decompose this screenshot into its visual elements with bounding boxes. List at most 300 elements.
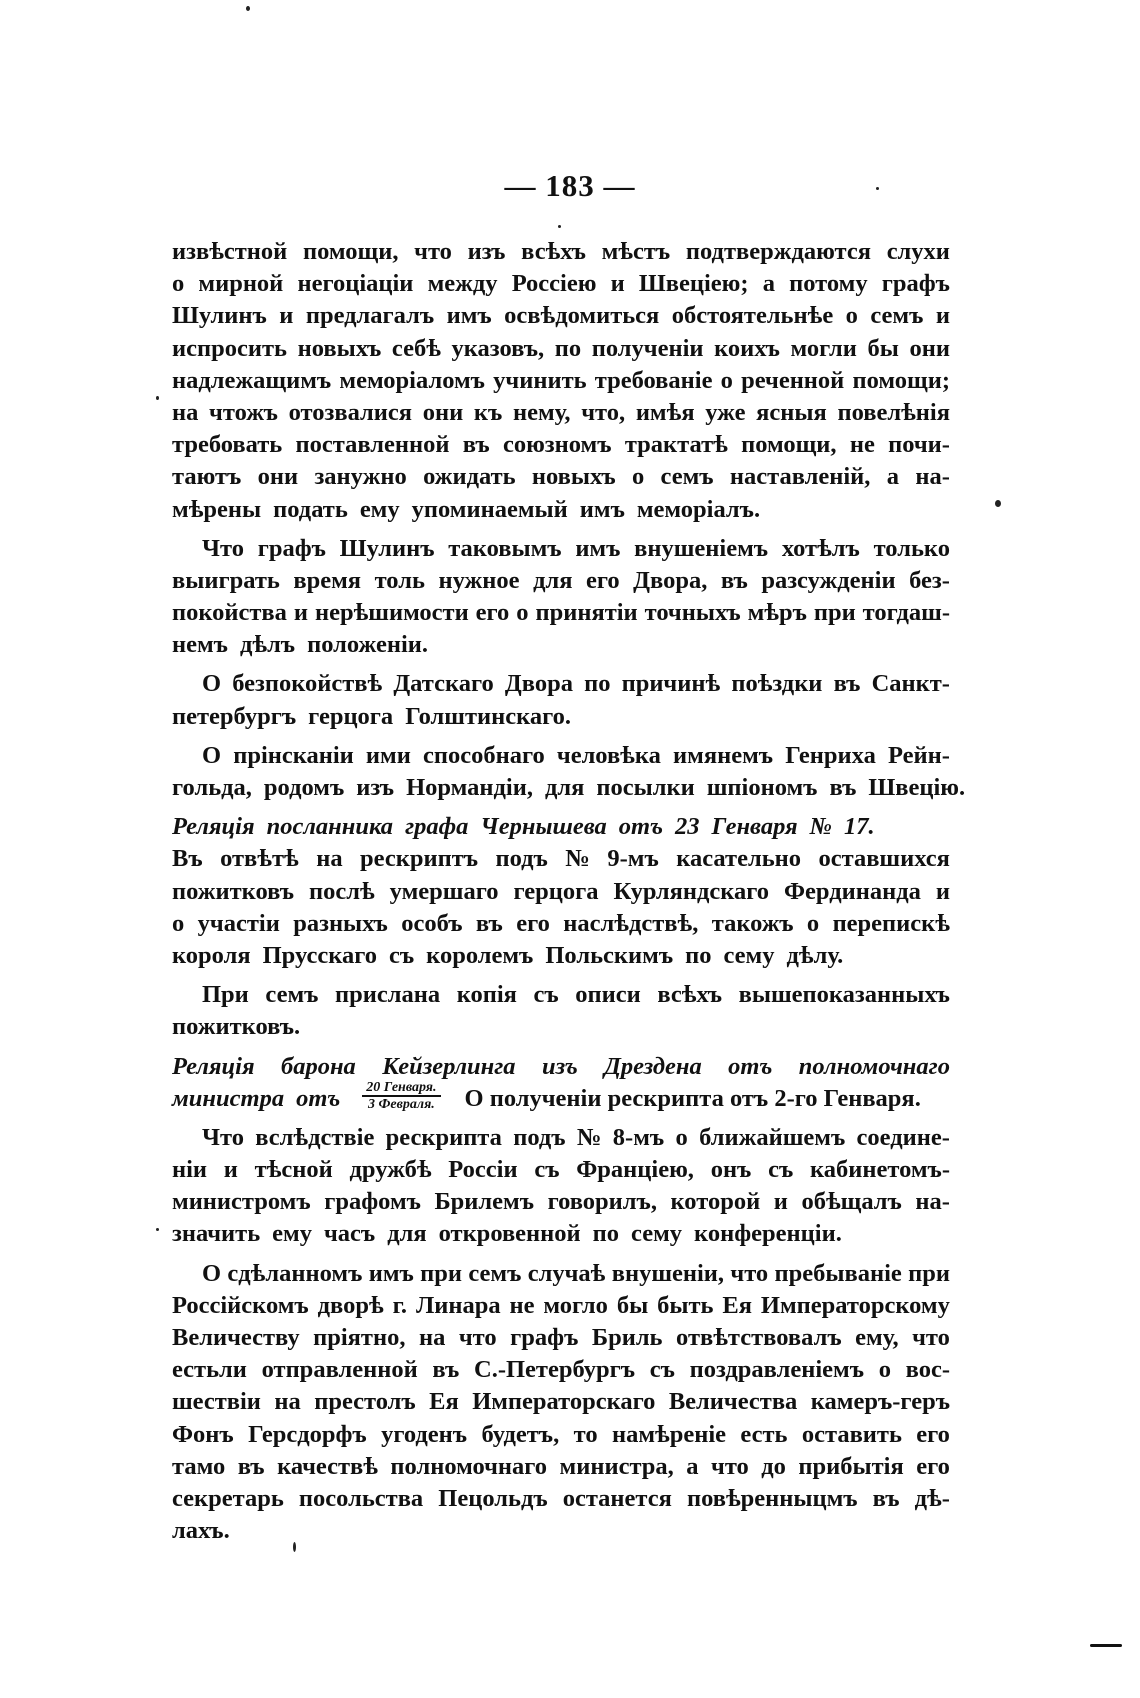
word: случаѣ: [527, 1259, 606, 1287]
word: извѣстной: [172, 238, 288, 265]
word: особъ: [401, 909, 463, 937]
word: министра: [172, 1084, 285, 1112]
word: въ: [462, 431, 490, 459]
word: будетъ,: [481, 1420, 560, 1448]
word: Россіи: [448, 1156, 518, 1184]
word: указовъ,: [451, 334, 545, 362]
word: быть: [657, 1291, 714, 1319]
word: герцога: [308, 702, 394, 730]
word: конференціи.: [694, 1220, 842, 1248]
word: слухи: [886, 238, 950, 265]
word: его: [916, 1452, 950, 1480]
word: при: [908, 1259, 950, 1287]
word: сему: [631, 1220, 683, 1248]
text-line: [172, 1186, 950, 1218]
word: не: [509, 1291, 535, 1319]
word: О: [202, 670, 222, 698]
word: помощи,: [741, 431, 837, 459]
word: Бриль: [591, 1324, 663, 1351]
word: а: [686, 1452, 699, 1480]
word: Кейзерлинга: [382, 1052, 516, 1080]
paragraph-gap: [172, 733, 950, 740]
word: имянемъ: [673, 741, 774, 769]
word: участіи: [197, 909, 280, 937]
word: упоминаемый: [411, 495, 568, 523]
word: посылки: [596, 774, 695, 801]
word: ему,: [855, 1324, 899, 1351]
word: Польскимъ: [545, 941, 674, 969]
word: о: [172, 270, 185, 298]
word: и: [935, 877, 950, 905]
word: на: [274, 1388, 301, 1416]
word: петербургъ: [172, 702, 297, 730]
word: обѣщалъ: [801, 1188, 902, 1216]
word: въ: [829, 774, 857, 801]
word: №: [576, 1123, 602, 1151]
word: отъ: [728, 1052, 773, 1080]
word: вышепоказанныхъ: [738, 981, 950, 1009]
word: дворѣ: [317, 1291, 384, 1319]
word: гольда,: [172, 774, 252, 801]
word: на: [316, 845, 343, 873]
word: Императорскаго: [472, 1388, 656, 1416]
word: сдѣланномъ: [227, 1259, 363, 1287]
word: Шулинъ: [172, 302, 267, 330]
word: №: [809, 813, 833, 841]
word: и: [935, 302, 950, 330]
word: Что: [202, 534, 244, 562]
word: дружбѣ: [349, 1156, 432, 1184]
word: прислана: [335, 981, 441, 1009]
word: при: [420, 1259, 463, 1287]
word: и: [223, 1156, 238, 1184]
word: о: [806, 909, 820, 937]
word: союзномъ: [502, 431, 612, 459]
word: его: [586, 566, 620, 594]
word: внушеніи,: [611, 1259, 725, 1287]
word: нерѣшимости: [314, 599, 469, 627]
word: Шулинъ: [339, 534, 435, 562]
word: въ: [720, 566, 748, 594]
text-line: [172, 494, 950, 526]
word: поѣздки: [731, 670, 823, 698]
word: отъ: [618, 813, 663, 841]
word: без-: [909, 566, 950, 594]
paragraph-gap: [172, 1251, 950, 1258]
word: наслѣдствѣ,: [563, 909, 699, 937]
word: Реляція: [172, 813, 255, 841]
word: учинить: [493, 366, 587, 394]
word: новыхъ: [531, 463, 616, 491]
word: испросить: [172, 334, 287, 362]
word: ожидать: [423, 463, 516, 491]
word: мѣстъ: [601, 238, 671, 265]
word: о: [878, 1356, 891, 1384]
word: №: [565, 845, 590, 873]
word: отвѣтѣ: [220, 845, 299, 873]
word: точныхъ: [644, 599, 741, 627]
word: на: [418, 1324, 446, 1351]
text-line: [172, 1322, 950, 1354]
word: Прусскаго: [262, 941, 377, 969]
word: семъ: [660, 463, 714, 491]
word: по: [554, 334, 582, 362]
text-line: [172, 461, 950, 493]
word: Рейн-: [887, 741, 950, 769]
word: способнаго: [422, 741, 545, 769]
word: повелѣнія: [837, 398, 950, 426]
word: часъ: [323, 1220, 376, 1248]
word: барона: [280, 1052, 356, 1080]
word: которой: [670, 1188, 761, 1216]
text-line: [172, 1451, 950, 1483]
word: Россіею: [511, 270, 597, 298]
word: съ: [533, 981, 559, 1009]
word: что: [414, 238, 452, 265]
word: разсужденіи: [761, 566, 896, 594]
word: Датскаго: [393, 670, 494, 698]
text-line: [172, 629, 950, 661]
word: прибытія: [798, 1452, 904, 1480]
word: внушеніемъ: [634, 534, 769, 562]
text-line: [172, 668, 950, 700]
paragraph-gap: [172, 1115, 950, 1122]
word: новыхъ: [297, 334, 382, 362]
word: и: [279, 302, 294, 330]
word: полномочнаго: [798, 1052, 950, 1080]
word: О: [202, 741, 222, 769]
text-line: [172, 1419, 950, 1451]
fraction-numerator: 20 Генваря.: [362, 1080, 440, 1097]
text-line: [172, 333, 950, 365]
word: семъ: [265, 981, 319, 1009]
text-line: [172, 1386, 950, 1418]
word: намѣреніе: [611, 1420, 727, 1448]
word: къ: [473, 398, 503, 426]
word: изъ: [541, 1052, 578, 1080]
word: подать: [273, 495, 348, 523]
word: графъ: [257, 534, 326, 562]
word: С.-Петербургъ: [474, 1356, 636, 1384]
word: что: [912, 1324, 950, 1351]
word: всѣхъ: [657, 981, 723, 1009]
word: тамо: [172, 1452, 226, 1480]
word: по: [592, 1220, 620, 1248]
text-line: [172, 908, 950, 940]
word: вос-: [905, 1356, 950, 1384]
word: родомъ: [263, 774, 345, 801]
word: кабинетомъ-: [810, 1156, 950, 1184]
word: Ея: [722, 1291, 752, 1319]
word: на: [172, 398, 199, 426]
word: по: [584, 670, 611, 698]
word: угоденъ: [381, 1420, 468, 1448]
word: Брилемъ: [434, 1188, 535, 1216]
word: 9-мъ: [607, 845, 659, 873]
word: о: [675, 1123, 688, 1151]
text-line: [172, 701, 950, 733]
word: принятіи: [535, 599, 638, 627]
fraction-denominator: 3 Февраля.: [368, 1096, 435, 1112]
word: 17.: [844, 813, 875, 841]
word: поздравленіемъ: [689, 1356, 864, 1384]
word: Фонъ: [172, 1420, 234, 1448]
word: тѣсной: [254, 1156, 333, 1184]
word: помощи;: [852, 366, 950, 394]
word: Генриха: [785, 741, 876, 769]
word: Реляція: [172, 1052, 255, 1080]
word: Фердинанда: [784, 877, 921, 905]
word: подтверждаются: [685, 238, 871, 265]
word: могло: [543, 1291, 608, 1319]
word: ніи: [172, 1156, 208, 1184]
word: на-: [915, 463, 950, 491]
word: что: [711, 1452, 749, 1480]
word: съ: [388, 941, 415, 969]
word: значить: [172, 1220, 261, 1248]
word: причинѣ: [621, 670, 721, 698]
word: Императорскому: [760, 1291, 950, 1319]
word: наставленій,: [729, 463, 871, 491]
text-line: [172, 1218, 950, 1250]
page-number: — 183 —: [504, 168, 636, 203]
word: Швецію.: [868, 774, 966, 801]
scan-speck: [876, 187, 879, 190]
word: Ея: [429, 1388, 459, 1416]
word: отозвалися: [288, 398, 413, 426]
word: надлежащимъ: [172, 366, 332, 394]
word: короля: [172, 941, 251, 969]
word: негоціаціи: [297, 270, 414, 298]
word: нему,: [512, 398, 571, 426]
page-text: [172, 236, 966, 1547]
text-line: [172, 811, 950, 843]
word: качествѣ: [277, 1452, 378, 1480]
scan-speck: [293, 1542, 296, 1552]
word: о: [720, 366, 733, 394]
word: Чернышева: [480, 813, 607, 841]
text-line: [172, 236, 950, 268]
word: Франціею,: [576, 1156, 694, 1184]
word: Пецольдъ: [438, 1484, 548, 1512]
word: освѣдомиться: [504, 302, 660, 330]
word: пребываніе: [774, 1259, 902, 1287]
word: могли: [790, 334, 857, 362]
word: о: [631, 463, 645, 491]
word: поставленной: [295, 431, 450, 459]
word: Двора: [504, 670, 573, 698]
word: выиграть: [172, 566, 280, 594]
text-line: [172, 1258, 950, 1290]
word: ему: [359, 495, 400, 523]
word: повѣренныцмъ: [686, 1484, 858, 1512]
text-line: [172, 1079, 950, 1115]
text-line: [172, 1011, 950, 1043]
word: Что: [202, 1123, 244, 1151]
word: что: [458, 1324, 497, 1351]
word: мирной: [198, 270, 284, 298]
word: человѣка: [556, 741, 661, 769]
word: бы: [867, 334, 899, 362]
word: реченной: [741, 366, 845, 394]
word: изъ: [467, 238, 506, 265]
word: то: [573, 1420, 598, 1448]
word: естьли: [172, 1356, 247, 1384]
word: 8-мъ: [612, 1123, 665, 1151]
word: чтожъ: [209, 398, 278, 426]
word: себѣ: [391, 334, 441, 362]
text-line: [172, 1483, 950, 1515]
word: что: [730, 1259, 769, 1287]
word: королемъ: [426, 941, 534, 969]
word: меморіалъ.: [636, 495, 761, 523]
word: дѣ-: [914, 1484, 950, 1512]
word: уже: [705, 398, 746, 426]
word: умершаго: [389, 877, 499, 905]
word: отвѣтствовалъ: [676, 1324, 842, 1351]
word: нужное: [438, 566, 520, 594]
text-line: [172, 1154, 950, 1186]
word: копія: [456, 981, 517, 1009]
scan-speck: [995, 500, 1001, 507]
word: вслѣдствіе: [255, 1123, 375, 1151]
word: при: [813, 599, 856, 627]
word: подъ: [495, 845, 548, 873]
text-line: [172, 1051, 950, 1083]
word: шествіи: [172, 1388, 261, 1416]
text-line: [172, 979, 950, 1011]
text-line: [172, 740, 950, 772]
word: они: [909, 334, 950, 362]
word: О: [202, 1259, 222, 1287]
word: его: [916, 1420, 950, 1448]
paragraph-gap: [172, 661, 950, 668]
word: ближайшемъ: [699, 1123, 846, 1151]
word: При: [202, 981, 249, 1009]
word: хотѣлъ: [781, 534, 860, 562]
word: соедине-: [856, 1123, 950, 1151]
word: въ: [872, 1484, 900, 1512]
word: о: [845, 302, 858, 330]
scan-speck: [156, 396, 159, 400]
word: камеръ-геръ: [810, 1388, 950, 1416]
word: тогдаш-: [862, 599, 950, 627]
word: посланника: [266, 813, 394, 841]
word: отправленной: [261, 1356, 418, 1384]
scan-speck: [558, 225, 561, 228]
word: семъ: [870, 302, 924, 330]
word: требованіе: [594, 366, 713, 394]
word: что,: [581, 398, 626, 426]
word: Голштинскаго.: [405, 702, 572, 730]
word: съ: [649, 1356, 675, 1384]
word: о: [516, 599, 529, 627]
word: семъ: [468, 1259, 522, 1287]
word: имъ: [368, 1259, 414, 1287]
word: Нормандіи,: [406, 774, 533, 801]
word: занужно: [314, 463, 407, 491]
word: меморіаломъ: [339, 366, 485, 394]
word: и: [773, 1188, 788, 1216]
word: Курляндскаго: [613, 877, 770, 905]
word: съ: [768, 1156, 794, 1184]
word: Швеціею;: [638, 270, 749, 298]
word: положеніи.: [307, 631, 429, 659]
word: безпокойствѣ: [232, 670, 383, 698]
word: трактатѣ: [624, 431, 728, 459]
word: шпіономъ: [706, 774, 818, 801]
paragraph-gap: [172, 526, 950, 533]
word: Линара: [415, 1291, 501, 1319]
text-line: [172, 1122, 950, 1154]
text-line: [172, 843, 950, 875]
scan-speck: [156, 1228, 159, 1231]
word: такожъ: [711, 909, 794, 937]
paragraph-gap: [172, 972, 950, 979]
word: подъ: [513, 1123, 566, 1151]
word: рескрипта: [385, 1123, 502, 1151]
paragraph-gap: [172, 804, 950, 811]
word: для: [387, 1220, 427, 1248]
text-line: [172, 772, 966, 804]
word: имъ: [579, 495, 625, 523]
word: останется: [562, 1484, 672, 1512]
word: графомъ: [324, 1188, 421, 1216]
text-line: [172, 876, 950, 908]
word: графъ: [510, 1324, 579, 1351]
word: всѣхъ: [521, 238, 586, 265]
word: пріятно,: [313, 1324, 406, 1351]
word: рескриптъ: [360, 845, 479, 873]
word: мѣрены: [172, 495, 262, 523]
word: Санкт-: [871, 670, 950, 698]
word: почи-: [888, 431, 950, 459]
word: въ: [833, 670, 861, 698]
word: дѣлъ: [239, 631, 296, 659]
word: требовать: [172, 431, 283, 459]
word: имъ: [446, 302, 492, 330]
word: пожитковъ.: [172, 1013, 301, 1041]
word: покойства: [172, 599, 287, 627]
word: въ: [475, 909, 503, 937]
word: сему: [723, 941, 775, 969]
word: мѣръ: [747, 599, 807, 627]
word: по: [685, 941, 712, 969]
word: имѣя: [635, 398, 695, 426]
word: до: [761, 1452, 786, 1480]
word: графъ: [881, 270, 950, 298]
word: его: [475, 599, 510, 627]
word: лахъ.: [172, 1517, 230, 1545]
word: Дрездена: [604, 1052, 702, 1080]
word: бы: [616, 1291, 649, 1319]
scan-speck: [246, 6, 250, 11]
text-line: [172, 940, 950, 972]
word: его: [516, 909, 550, 937]
word: немъ: [172, 631, 228, 659]
word: помощи,: [303, 238, 399, 265]
word: таютъ: [172, 463, 242, 491]
word: съ: [534, 1156, 560, 1184]
word: графа: [405, 813, 469, 841]
text-line: [172, 268, 950, 300]
text-line: [172, 1354, 950, 1386]
text-line: [172, 597, 950, 629]
word: на-: [915, 1188, 950, 1216]
word: разныхъ: [293, 909, 388, 937]
text-line: [172, 533, 950, 565]
word: полученіи: [591, 334, 704, 362]
